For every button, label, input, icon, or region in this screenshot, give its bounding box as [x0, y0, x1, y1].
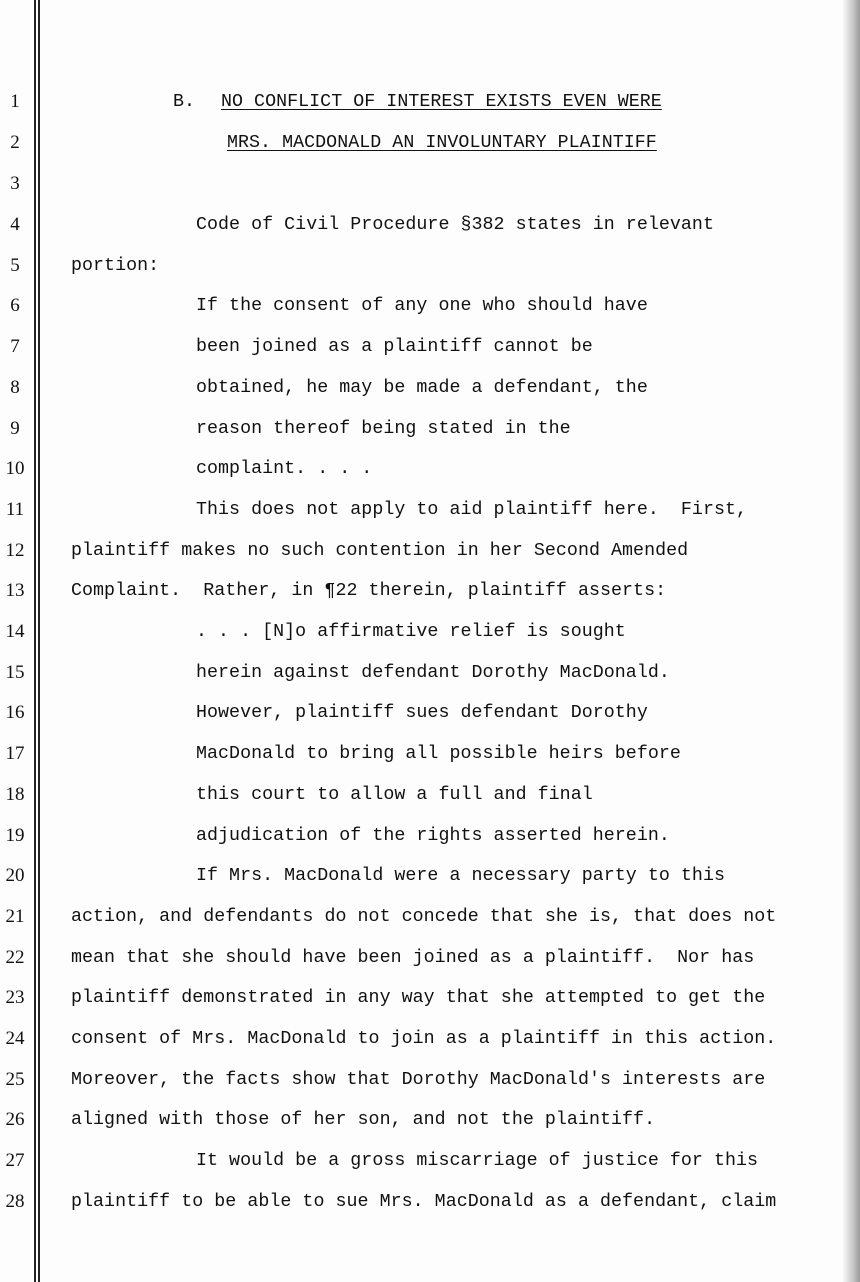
paragraph-line: plaintiff makes no such contention in her Second Amended: [71, 541, 689, 561]
section-heading-line-1: NO CONFLICT OF INTEREST EXISTS EVEN WERE: [221, 92, 662, 112]
block-quote-line: reason thereof being stated in the: [196, 419, 571, 439]
block-quote-line: . . . [N]o affirmative relief is sought: [196, 622, 626, 642]
line-number: 7: [10, 336, 20, 357]
line-number: 1: [10, 91, 20, 112]
line-number: 10: [5, 458, 25, 479]
line-number: 14: [5, 621, 25, 642]
line-number: 11: [5, 499, 25, 520]
block-quote-line: adjudication of the rights asserted herein.: [196, 826, 670, 846]
paragraph-line: Moreover, the facts show that Dorothy MacDonald's interests are: [71, 1070, 766, 1090]
line-number: 4: [10, 214, 20, 235]
line-number: 5: [10, 255, 20, 276]
paragraph-line: This does not apply to aid plaintiff here. First,: [196, 500, 748, 520]
line-number: 12: [5, 540, 25, 561]
margin-rule-right: [38, 0, 40, 1282]
block-quote-line: If the consent of any one who should have: [196, 296, 648, 316]
margin-rule-left: [34, 0, 36, 1282]
block-quote-line: MacDonald to bring all possible heirs before: [196, 744, 681, 764]
line-number: 22: [5, 947, 25, 968]
line-number: 21: [5, 906, 25, 927]
paragraph-line: portion:: [71, 256, 160, 276]
section-marker: B.: [173, 92, 196, 112]
block-quote-line: However, plaintiff sues defendant Dorothy: [196, 703, 648, 723]
line-number: 27: [5, 1150, 25, 1171]
paragraph-line: Code of Civil Procedure §382 states in relevant: [196, 215, 714, 235]
line-number: 17: [5, 743, 25, 764]
paragraph-line: plaintiff demonstrated in any way that she attempted to get the: [71, 988, 766, 1008]
line-number: 15: [5, 662, 25, 683]
line-number: 20: [5, 865, 25, 886]
paragraph-line: If Mrs. MacDonald were a necessary party to this: [196, 866, 725, 886]
paragraph-line: plaintiff to be able to sue Mrs. MacDonald as a defendant, claim: [71, 1192, 777, 1212]
block-quote-line: complaint. . . .: [196, 459, 373, 479]
line-number: 26: [5, 1109, 25, 1130]
line-number: 13: [5, 580, 25, 601]
line-number: 3: [10, 173, 20, 194]
line-number: 28: [5, 1191, 25, 1212]
paragraph-line: aligned with those of her son, and not the plaintiff.: [71, 1110, 656, 1130]
block-quote-line: been joined as a plaintiff cannot be: [196, 337, 593, 357]
paragraph-line: Complaint. Rather, in ¶22 therein, plaintiff asserts:: [71, 581, 667, 601]
scan-edge-shadow: [842, 0, 860, 1282]
line-number: 6: [10, 295, 20, 316]
line-number: 9: [10, 418, 20, 439]
paragraph-line: action, and defendants do not concede that she is, that does not: [71, 907, 777, 927]
line-number: 18: [5, 784, 25, 805]
paragraph-line: It would be a gross miscarriage of justice for this: [196, 1151, 759, 1171]
section-heading-line-2: MRS. MACDONALD AN INVOLUNTARY PLAINTIFF: [227, 133, 657, 153]
line-number: 24: [5, 1028, 25, 1049]
line-number: 23: [5, 987, 25, 1008]
line-number: 25: [5, 1069, 25, 1090]
line-number: 8: [10, 377, 20, 398]
block-quote-line: this court to allow a full and final: [196, 785, 593, 805]
block-quote-line: herein against defendant Dorothy MacDonald.: [196, 663, 670, 683]
paragraph-line: mean that she should have been joined as a plaintiff. Nor has: [71, 948, 755, 968]
line-number: 19: [5, 825, 25, 846]
paragraph-line: consent of Mrs. MacDonald to join as a plaintiff in this action.: [71, 1029, 777, 1049]
block-quote-line: obtained, he may be made a defendant, the: [196, 378, 648, 398]
line-number: 16: [5, 702, 25, 723]
line-number: 2: [10, 132, 20, 153]
